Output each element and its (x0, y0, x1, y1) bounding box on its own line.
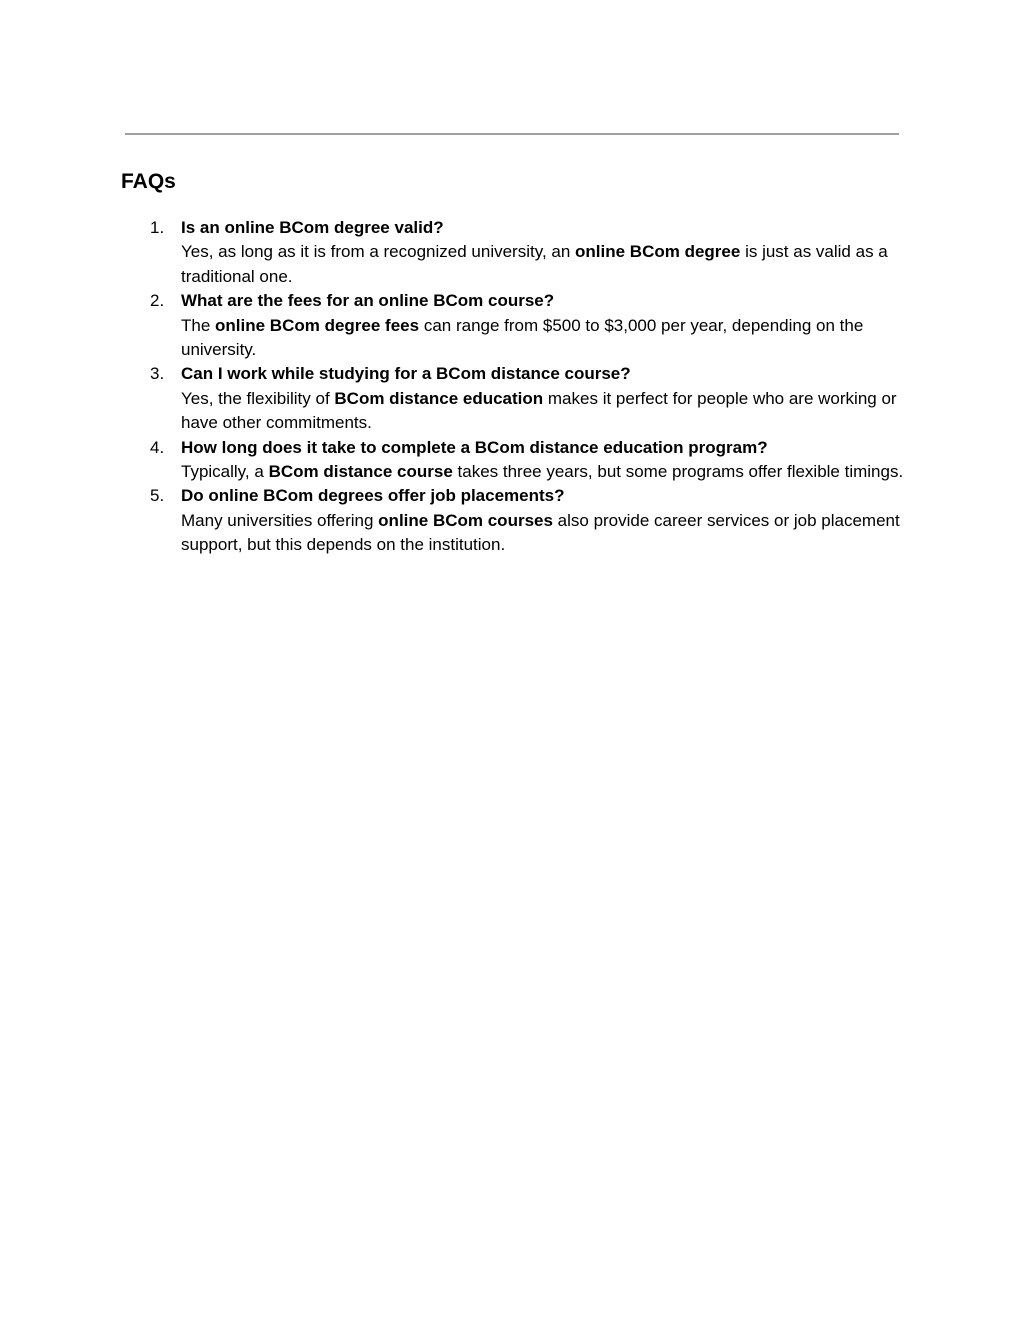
faq-answer: Yes, as long as it is from a recognized university, an online BCom degree is just as valid as a traditional one. (181, 242, 888, 286)
faq-question: What are the fees for an online BCom course? (181, 291, 555, 311)
horizontal-divider (125, 133, 899, 135)
faq-item (146, 362, 906, 435)
faq-number: 1. (150, 218, 165, 237)
faq-number: 2. (150, 291, 165, 311)
faq-answer: Typically, a BCom distance course takes three years, but some programs offer flexible timings. (181, 462, 904, 482)
faq-question: How long does it take to complete a BCom distance education program? (181, 437, 768, 457)
faq-question: Do online BCom degrees offer job placements? (181, 486, 565, 506)
faq-number: 5. (150, 486, 165, 506)
faq-item (146, 216, 906, 289)
faq-answer-keyword: online BCom degree fees (215, 315, 420, 335)
faq-answer: Many universities offering online BCom courses also provide career services or job placement support, but this depends on the institution. (181, 510, 900, 555)
faq-item (146, 289, 906, 362)
faq-answer-keyword: BCom distance course (268, 462, 453, 482)
faq-answer-keyword: BCom distance education (334, 388, 544, 408)
faq-number: 3. (150, 364, 165, 384)
faq-item (146, 436, 906, 485)
faq-question: Is an online BCom degree valid? (181, 218, 444, 237)
faq-answer: The online BCom degree fees can range from $500 to $3,000 per year, depending on the university. (181, 315, 864, 360)
faq-answer-keyword: online BCom courses (378, 510, 553, 530)
faq-question: Can I work while studying for a BCom distance course? (181, 364, 631, 384)
faq-item (146, 484, 906, 557)
faq-answer-keyword: online BCom degree (575, 242, 741, 262)
faq-answer: Yes, the flexibility of BCom distance education makes it perfect for people who are working or have other commitments. (181, 388, 897, 433)
faq-heading: FAQs (121, 170, 176, 193)
faq-number: 4. (150, 437, 165, 457)
faq-list (146, 216, 906, 558)
